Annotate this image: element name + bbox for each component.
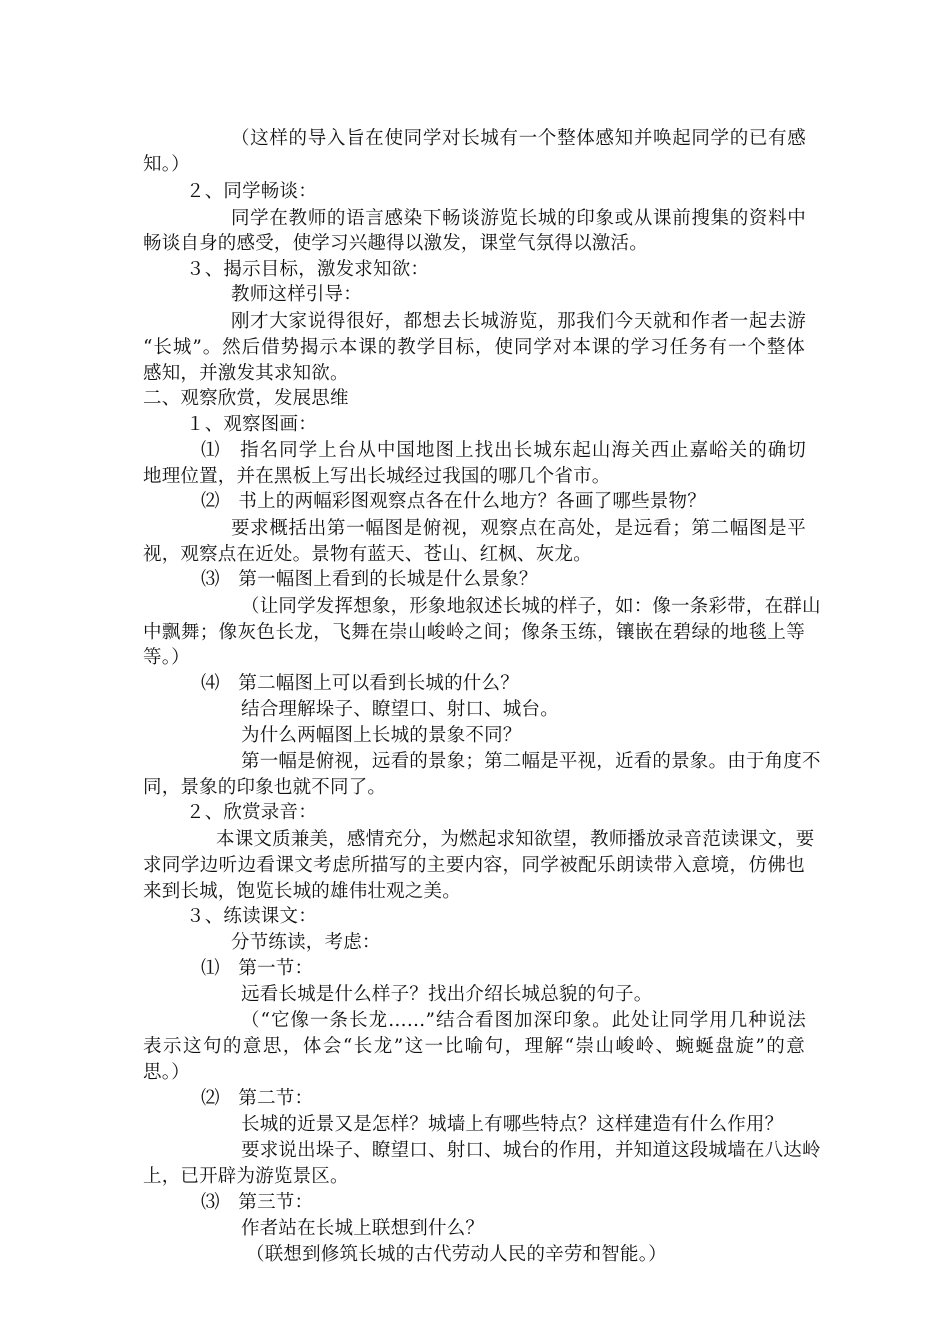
text-line: 长城的近景又是怎样？城墙上有哪些特点？这样建造有什么作用？ — [241, 1114, 784, 1135]
text-line: １、观察图画： — [186, 414, 317, 435]
text-line: 上，已开辟为游览景区。 — [143, 1166, 349, 1187]
text-line: 同学在教师的语言感染下畅谈游览长城的印象或从课前搜集的资料中 — [231, 208, 806, 229]
text-line: 思。） — [143, 1062, 190, 1083]
text-line: ⑷ 第二幅图上可以看到长城的什么？ — [201, 673, 519, 694]
text-line: ⑵ 第二节： — [201, 1088, 314, 1109]
text-line: （这样的导入旨在使同学对长城有一个整体感知并唤起同学的已有感 — [231, 128, 806, 149]
text-line: （“它像一条长龙……”结合看图加深印象。此处让同学用几种说法 — [241, 1010, 806, 1031]
text-line: ⑶ 第三节： — [201, 1192, 314, 1213]
text-line: 感知，并激发其求知欲。 — [143, 363, 349, 384]
text-line: 教师这样引导： — [231, 284, 362, 305]
text-line: ２、同学畅谈： — [186, 181, 317, 202]
text-line: 结合理解垛子、瞭望口、射口、城台。 — [241, 699, 559, 720]
text-line: 作者站在长城上联想到什么？ — [241, 1218, 485, 1239]
text-line: 远看长城是什么样子？找出介绍长城总貌的句子。 — [241, 984, 653, 1005]
text-line: 二、观察欣赏，发展思维 — [143, 388, 349, 409]
text-line: 第一幅是俯视，远看的景象；第二幅是平视，近看的景象。由于角度不 — [241, 751, 821, 772]
text-line: ⑵ 书上的两幅彩图观察点各在什么地方？各画了哪些景物？ — [201, 491, 706, 512]
text-line: 表示这句的意思，体会“长龙”这一比喻句，理解“崇山峻岭、蜿蜒盘旋”的意 — [143, 1036, 805, 1057]
text-line: 要求概括出第一幅图是俯视，观察点在高处，是远看；第二幅图是平 — [231, 518, 806, 539]
text-line: 中飘舞；像灰色长龙，飞舞在崇山峻岭之间；像条玉练，镶嵌在碧绿的地毯上等 — [143, 622, 805, 643]
text-line: ３、练读课文： — [186, 906, 317, 927]
text-line: 等。） — [143, 647, 190, 668]
text-line: 刚才大家说得很好，都想去长城游览，那我们今天就和作者一起去游 — [231, 311, 806, 332]
text-line: 畅谈自身的感受，使学习兴趣得以激发，课堂气氛得以激活。 — [143, 233, 648, 254]
text-line: ⑶ 第一幅图上看到的长城是什么景象？ — [201, 569, 538, 590]
text-line: 同，景象的印象也就不同了。 — [143, 777, 387, 798]
text-line: 知。） — [143, 154, 190, 175]
text-line: “长城”。然后借势揭示本课的教学目标，使同学对本课的学习任务有一个整体 — [143, 337, 805, 358]
text-line: 来到长城，饱览长城的雄伟壮观之美。 — [143, 881, 461, 902]
text-line: 分节练读，考虑： — [231, 932, 381, 953]
text-line: ２、欣赏录音： — [186, 802, 317, 823]
text-line: 视，观察点在近处。景物有蓝天、苍山、红枫、灰龙。 — [143, 544, 592, 565]
text-line: 要求说出垛子、瞭望口、射口、城台的作用，并知道这段城墙在八达岭 — [241, 1140, 821, 1161]
text-line: （联想到修筑长城的古代劳动人民的辛劳和智能。） — [246, 1244, 667, 1265]
text-line: 本课文质兼美，感情充分，为燃起求知欲望，教师播放录音范读课文，要 — [216, 829, 815, 850]
text-line: （让同学发挥想象，形象地叙述长城的样子，如：像一条彩带，在群山 — [241, 596, 821, 617]
text-line: ３、揭示目标，激发求知欲： — [186, 259, 430, 280]
text-line: 求同学边听边看课文考虑所描写的主要内容，同学被配乐朗读带入意境，仿佛也 — [143, 855, 805, 876]
text-line: ⑴ 第一节： — [201, 958, 314, 979]
text-line: ⑴ 指名同学上台从中国地图上找出长城东起山海关西止嘉峪关的确切 — [201, 440, 806, 461]
text-line: 为什么两幅图上长城的景象不同？ — [241, 725, 522, 746]
text-line: 地理位置，并在黑板上写出长城经过我国的哪几个省市。 — [143, 466, 611, 487]
